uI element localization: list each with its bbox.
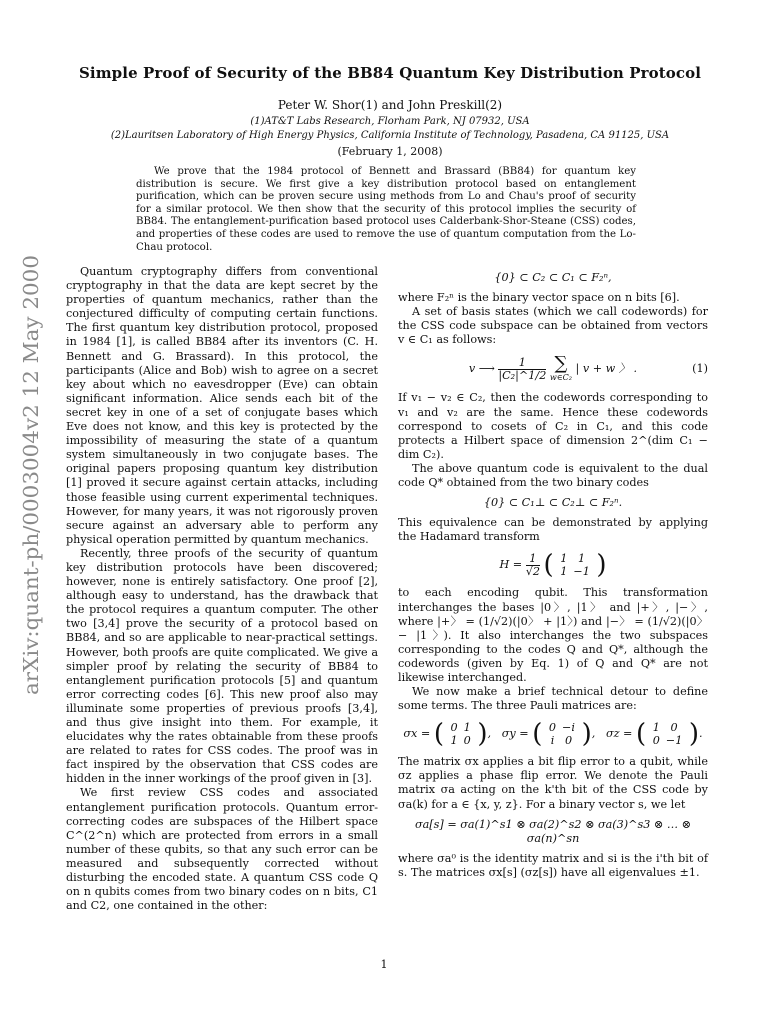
paragraph-identity: where σa⁰ is the identity matrix and si is the i'th bit of s. The matrices σx[s] (σz[s]) have all eigenvalues ±1. [398, 851, 708, 879]
equation-dual-codes: {0} ⊂ C₁⊥ ⊂ C₂⊥ ⊂ F₂ⁿ. [483, 496, 623, 510]
paragraph-codewords: A set of basis states (which we call codewords) for the CSS code subspace can be obtained from vectors v ∈ C₁ as follows: [398, 305, 708, 347]
pauli-x-label: σx = [403, 727, 431, 741]
matrix-table [650, 721, 686, 747]
right-paren-icon: ) [596, 550, 607, 581]
equation-1-rhs: | v + w 〉 . [575, 362, 638, 376]
page-number: 1 [380, 958, 388, 971]
pauli-x-matrix [448, 721, 474, 747]
pauli-y-label: σy = [501, 727, 529, 741]
intro-paragraph-2: Recently, three proofs of the security of quantum key distribution protocols have been discovered; however, none is entirely satisfactory. One proof [2], although easy to understand, has the drawback that the protocol requires a quantum computer. The other two [3,4] prove the security of a protocol based on BB84, and so are applicable to near-practical settings. However, both proofs are quite complicated. We give a simpler proof by relating the security of BB84 to entanglement purification protocols [5] and quantum error correcting codes [6]. This new proof also may illuminate some properties of previous proofs [3,4], and thus give insight into them. For example, it elucidates why the rates obtainable from these proofs are related to rates for CSS codes. The proof was in fact inspired by the observation that CSS codes are hidden in the inner workings of the proof given in [3]. [66, 546, 378, 786]
paper-authors: Peter W. Shor(1) and John Preskill(2) [277, 98, 503, 112]
equation-hadamard [398, 550, 708, 581]
matrix-entry: −1 [665, 734, 683, 748]
equation-1-fraction [498, 357, 546, 382]
paragraph-dual-code: The above quantum code is equivalent to the dual code Q* obtained from the two binary codes [398, 461, 708, 490]
sigma-icon: ∑ [554, 353, 568, 375]
equation-1-lhs: v ⟶ [468, 362, 495, 376]
equation-tensor-product: σa[s] = σa(1)^s1 ⊗ σa(2)^s2 ⊗ σa(3)^s3 ⊗ … ⊗ σa(n)^sn [414, 817, 691, 845]
paper-title: Simple Proof of Security of the BB84 Quantum Key Distribution Protocol [78, 64, 702, 82]
matrix-entry: −1 [573, 565, 590, 579]
affiliation-2: (2)Lauritsen Laboratory of High Energy Physics, California Institute of Technology, Pasadena, CA 91125, USA [110, 130, 670, 141]
hadamard-matrix [557, 552, 593, 578]
matrix-entry: 1 [450, 734, 458, 748]
summation-symbol [550, 355, 572, 383]
equation-pauli-matrices: σx = ( 0 1 1 0 ), σy = ( 0 −i i 0 ), σz = ( 1 0 0 −1 ). [403, 719, 703, 750]
affiliation-1: (1)AT&T Labs Research, Florham Park, NJ 07932, USA [250, 116, 530, 127]
intro-paragraph-3: We first review CSS codes and associated entanglement purification protocols. Quantum error-correcting codes are subspaces of the Hilbert space C^(2^n) which are protected from errors in a small number of these qubits, so that any such error can be measured and subsequently corrected without disturbing the encoded state. A quantum CSS code Q on n qubits comes from two binary codes on n bits, C1 and C2, one contained in the other: [66, 786, 378, 913]
paragraph-pauli-errors: The matrix σx applies a bit flip error to a qubit, while σz applies a phase flip error. We denote the Pauli matrix σa acting on the k'th bit of the CSS code by σa(k) for a ∈ {x, y, z}. For a binary vector s, we let [398, 755, 708, 811]
matrix-entry: 1 [560, 565, 568, 579]
matrix-table [546, 721, 578, 747]
pauli-y-matrix [546, 721, 578, 747]
left-column [66, 265, 378, 913]
intro-paragraph-1: Quantum cryptography differs from conventional cryptography in that the data are kept secret by the properties of quantum mechanics, rather than the conjectured difficulty of computing certain functions. The first quantum key distribution protocol, proposed in 1984 [1], is called BB84 after its inventors (C. H. Bennett and G. Brassard). In this protocol, the participants (Alice and Bob) wish to agree on a secret key about which no eavesdropper (Eve) can obtain significant information. Alice sends each bit of the secret key in one of a set of conjugate bases which Eve does not know, and this key is protected by the impossibility of measuring the state of a quantum system simultaneously in two conjugate bases. The original papers proposing quantum key distribution [1] proved it secure against certain attacks, including those feasible using current experimental techniques. However, for many years, it was not rigorously proven secure against an adversary able to perform any physical operation permitted by quantum mechanics. [66, 265, 378, 546]
hadamard-fraction [526, 553, 540, 578]
matrix-entry: 1 [578, 552, 586, 566]
matrix-table [448, 721, 474, 747]
left-paren-icon: ( [433, 719, 444, 750]
paragraph-cosets: If v₁ − v₂ ∈ C₂, then the codewords corresponding to v₁ and v₂ are the same. Hence these codewords correspond to cosets of C₂ in C₁, and this code protects a Hilbert space of dimension 2^(dim C₁ − dim C₂). [398, 391, 708, 461]
right-paren-icon: ) [581, 719, 592, 750]
left-paren-icon: ( [532, 719, 543, 750]
matrix-entry: 0 [450, 721, 458, 735]
pauli-z-matrix [650, 721, 686, 747]
left-paren-icon: ( [635, 719, 647, 750]
matrix-entry: 1 [463, 721, 471, 735]
matrix-entry: 0 [564, 734, 573, 748]
equation-nested-codes: {0} ⊂ C₂ ⊂ C₁ ⊂ F₂ⁿ, [494, 271, 612, 284]
equation-1-numerator: 1 [498, 357, 546, 370]
matrix-entry: −i [562, 721, 575, 735]
hadamard-lhs: H = [499, 558, 523, 572]
arxiv-watermark-svg [8, 240, 48, 700]
matrix-entry: i [550, 734, 555, 748]
arxiv-watermark-text: arXiv:quant-ph/0003004v2 12 May 2000 [19, 274, 43, 695]
hadamard-numerator: 1 [526, 553, 540, 566]
paragraph-hadamard-intro: This equivalence can be demonstrated by applying the Hadamard transform [398, 516, 708, 544]
matrix-entry: 0 [463, 734, 471, 748]
paragraph-pauli-intro: We now make a brief technical detour to define some terms. The three Pauli matrices are: [398, 685, 708, 713]
summation-index: w∈C₂ [549, 373, 572, 383]
hadamard-denominator: √2 [525, 564, 540, 578]
left-paren-icon: ( [543, 550, 554, 581]
equation-1-denominator: |C₂|^1/2 [498, 368, 547, 382]
matrix-entry: 0 [652, 734, 660, 748]
matrix-table [557, 552, 593, 578]
paper-date: (February 1, 2008) [337, 145, 443, 158]
arxiv-watermark [8, 240, 48, 700]
abstract: We prove that the 1984 protocol of Bennett and Brassard (BB84) for quantum key distribution is secure. We first give a key distribution protocol based on entanglement purification, which can be proven secure using methods from Lo and Chau's proof of security for a similar protocol. We then show that the security of this protocol implies the security of BB84. The entanglement-purification based protocol uses Calderbank-Shor-Steane (CSS) codes, and properties of these codes are used to remove the use of quantum computation from the Lo-Chau protocol. [136, 166, 636, 253]
pauli-z-label: σz = [605, 727, 633, 741]
equation-1-number: (1) [692, 362, 708, 376]
right-paren-icon: ) [477, 719, 488, 750]
paragraph-binary-space: where F₂ⁿ is the binary vector space on n bits [6]. [398, 291, 680, 305]
matrix-entry: 1 [652, 721, 660, 735]
right-paren-icon: ) [688, 719, 700, 750]
matrix-entry: 0 [670, 721, 678, 735]
equation-1 [398, 355, 708, 383]
right-column [398, 265, 708, 880]
matrix-entry: 1 [560, 552, 568, 566]
matrix-entry: 0 [548, 721, 557, 735]
paragraph-hadamard-effect: to each encoding qubit. This transformation interchanges the bases |0〉, |1〉 and |+〉, |−〉, where |+〉 = (1/√2)(|0〉 + |1〉) and |−〉 = (1/√2)(|0〉 − |1〉). It also interchanges the two subspaces corresponding to the codes Q and Q*, although the codewords (given by Eq. 1) of Q and Q* are not likewise interchanged. [398, 586, 708, 684]
